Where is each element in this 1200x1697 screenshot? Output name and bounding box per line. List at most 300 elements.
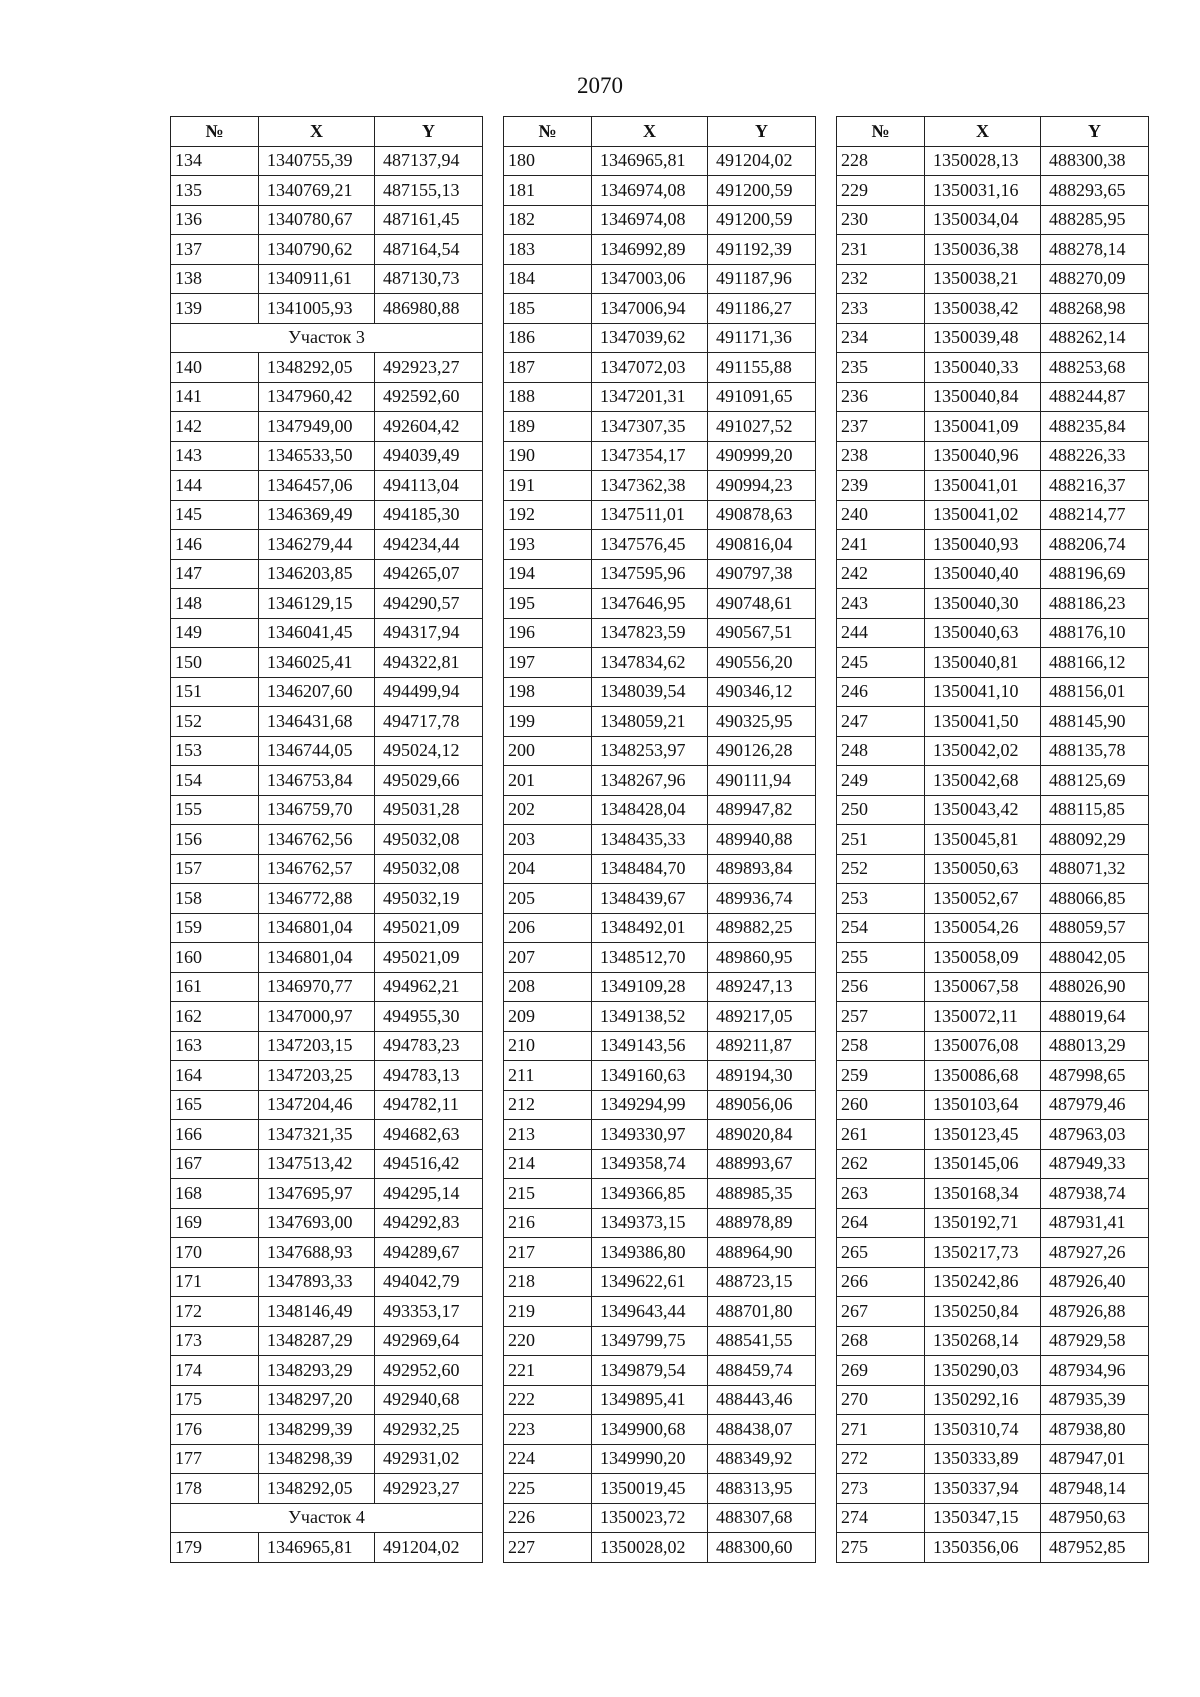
- y-coordinate-cell: 492952,60: [375, 1356, 483, 1386]
- table-row: [837, 1385, 1149, 1415]
- table-row: [837, 382, 1149, 412]
- x-coordinate-cell: 1350039,48: [925, 323, 1041, 353]
- point-number-cell: 187: [504, 353, 592, 383]
- point-number-cell: 211: [504, 1061, 592, 1091]
- table-row: [171, 943, 483, 973]
- table-row: [171, 1444, 483, 1474]
- x-coordinate-cell: 1347834,62: [592, 648, 708, 678]
- point-number-cell: 253: [837, 884, 925, 914]
- table-row: [504, 559, 816, 589]
- y-coordinate-cell: 492940,68: [375, 1385, 483, 1415]
- y-coordinate-cell: 488701,80: [708, 1297, 816, 1327]
- x-coordinate-cell: 1349138,52: [592, 1002, 708, 1032]
- x-coordinate-cell: 1348287,29: [259, 1326, 375, 1356]
- table-row: [171, 618, 483, 648]
- y-coordinate-cell: 489947,82: [708, 795, 816, 825]
- point-number-cell: 209: [504, 1002, 592, 1032]
- x-coordinate-cell: 1346744,05: [259, 736, 375, 766]
- x-coordinate-cell: 1349373,15: [592, 1208, 708, 1238]
- point-number-cell: 159: [171, 913, 259, 943]
- x-coordinate-cell: 1346801,04: [259, 943, 375, 973]
- table-row: [171, 205, 483, 235]
- table-row: [504, 766, 816, 796]
- point-number-cell: 140: [171, 353, 259, 383]
- x-coordinate-cell: 1350028,02: [592, 1533, 708, 1563]
- y-coordinate-cell: 491091,65: [708, 382, 816, 412]
- point-number-cell: 170: [171, 1238, 259, 1268]
- point-number-cell: 137: [171, 235, 259, 265]
- point-number-cell: 190: [504, 441, 592, 471]
- coordinates-table-2: [503, 116, 816, 1563]
- table-row: [171, 1208, 483, 1238]
- point-number-cell: 230: [837, 205, 925, 235]
- x-coordinate-cell: 1350040,33: [925, 353, 1041, 383]
- y-coordinate-cell: 488270,09: [1041, 264, 1149, 294]
- table-row: [504, 1090, 816, 1120]
- section-label: Участок 4: [171, 1503, 483, 1533]
- table-row: [171, 677, 483, 707]
- table-row: [504, 1297, 816, 1327]
- y-coordinate-cell: 494782,11: [375, 1090, 483, 1120]
- point-number-cell: 201: [504, 766, 592, 796]
- table-row: [837, 943, 1149, 973]
- point-number-cell: 252: [837, 854, 925, 884]
- y-coordinate-cell: 492931,02: [375, 1444, 483, 1474]
- table-row: [837, 736, 1149, 766]
- header-num: №: [837, 117, 925, 147]
- table-row: [504, 382, 816, 412]
- table-row: [504, 353, 816, 383]
- table-row: [171, 1149, 483, 1179]
- table-row: [837, 1267, 1149, 1297]
- table-row: [504, 1031, 816, 1061]
- point-number-cell: 233: [837, 294, 925, 324]
- x-coordinate-cell: 1346974,08: [592, 176, 708, 206]
- y-coordinate-cell: 494290,57: [375, 589, 483, 619]
- point-number-cell: 269: [837, 1356, 925, 1386]
- x-coordinate-cell: 1348298,39: [259, 1444, 375, 1474]
- y-coordinate-cell: 491200,59: [708, 176, 816, 206]
- x-coordinate-cell: 1347362,38: [592, 471, 708, 501]
- point-number-cell: 203: [504, 825, 592, 855]
- table-row: [171, 1356, 483, 1386]
- table-row: [837, 1090, 1149, 1120]
- point-number-cell: 274: [837, 1503, 925, 1533]
- table-row: [504, 1179, 816, 1209]
- point-number-cell: 143: [171, 441, 259, 471]
- point-number-cell: 221: [504, 1356, 592, 1386]
- table-row: [504, 589, 816, 619]
- y-coordinate-cell: 488166,12: [1041, 648, 1149, 678]
- y-coordinate-cell: 491155,88: [708, 353, 816, 383]
- table-row: [504, 884, 816, 914]
- table-row: [171, 1179, 483, 1209]
- point-number-cell: 207: [504, 943, 592, 973]
- table-row: [837, 264, 1149, 294]
- x-coordinate-cell: 1348059,21: [592, 707, 708, 737]
- table-row: [837, 1503, 1149, 1533]
- x-coordinate-cell: 1349900,68: [592, 1415, 708, 1445]
- point-number-cell: 222: [504, 1385, 592, 1415]
- y-coordinate-cell: 494113,04: [375, 471, 483, 501]
- table-row: [504, 648, 816, 678]
- x-coordinate-cell: 1340769,21: [259, 176, 375, 206]
- x-coordinate-cell: 1349143,56: [592, 1031, 708, 1061]
- table-row: [504, 1238, 816, 1268]
- point-number-cell: 242: [837, 559, 925, 589]
- point-number-cell: 204: [504, 854, 592, 884]
- y-coordinate-cell: 494499,94: [375, 677, 483, 707]
- point-number-cell: 212: [504, 1090, 592, 1120]
- y-coordinate-cell: 488145,90: [1041, 707, 1149, 737]
- table-row: [837, 1208, 1149, 1238]
- table-row: [837, 412, 1149, 442]
- point-number-cell: 273: [837, 1474, 925, 1504]
- table-row: [171, 766, 483, 796]
- y-coordinate-cell: 488285,95: [1041, 205, 1149, 235]
- table-row: [837, 1061, 1149, 1091]
- y-coordinate-cell: 488216,37: [1041, 471, 1149, 501]
- point-number-cell: 180: [504, 146, 592, 176]
- table-row: [504, 1326, 816, 1356]
- point-number-cell: 160: [171, 943, 259, 973]
- table-row: [837, 618, 1149, 648]
- y-coordinate-cell: 495029,66: [375, 766, 483, 796]
- x-coordinate-cell: 1350192,71: [925, 1208, 1041, 1238]
- table-row: [171, 854, 483, 884]
- y-coordinate-cell: 487935,39: [1041, 1385, 1149, 1415]
- y-coordinate-cell: 487947,01: [1041, 1444, 1149, 1474]
- point-number-cell: 205: [504, 884, 592, 914]
- y-coordinate-cell: 488214,77: [1041, 500, 1149, 530]
- y-coordinate-cell: 494962,21: [375, 972, 483, 1002]
- point-number-cell: 244: [837, 618, 925, 648]
- y-coordinate-cell: 495032,19: [375, 884, 483, 914]
- y-coordinate-cell: 492932,25: [375, 1415, 483, 1445]
- x-coordinate-cell: 1350043,42: [925, 795, 1041, 825]
- y-coordinate-cell: 487155,13: [375, 176, 483, 206]
- point-number-cell: 265: [837, 1238, 925, 1268]
- point-number-cell: 234: [837, 323, 925, 353]
- point-number-cell: 166: [171, 1120, 259, 1150]
- point-number-cell: 256: [837, 972, 925, 1002]
- x-coordinate-cell: 1348299,39: [259, 1415, 375, 1445]
- point-number-cell: 249: [837, 766, 925, 796]
- table-row: [171, 264, 483, 294]
- x-coordinate-cell: 1347688,93: [259, 1238, 375, 1268]
- x-coordinate-cell: 1346970,77: [259, 972, 375, 1002]
- table-row: [504, 1120, 816, 1150]
- table-row: [504, 441, 816, 471]
- header-x: X: [592, 117, 708, 147]
- table-row: [504, 412, 816, 442]
- x-coordinate-cell: 1348435,33: [592, 825, 708, 855]
- table-row: [504, 1444, 816, 1474]
- point-number-cell: 238: [837, 441, 925, 471]
- table-row: [171, 500, 483, 530]
- y-coordinate-cell: 488092,29: [1041, 825, 1149, 855]
- point-number-cell: 241: [837, 530, 925, 560]
- y-coordinate-cell: 489882,25: [708, 913, 816, 943]
- point-number-cell: 141: [171, 382, 259, 412]
- x-coordinate-cell: 1350042,68: [925, 766, 1041, 796]
- y-coordinate-cell: 488438,07: [708, 1415, 816, 1445]
- x-coordinate-cell: 1348428,04: [592, 795, 708, 825]
- point-number-cell: 171: [171, 1267, 259, 1297]
- y-coordinate-cell: 488313,95: [708, 1474, 816, 1504]
- point-number-cell: 214: [504, 1149, 592, 1179]
- y-coordinate-cell: 492923,27: [375, 1474, 483, 1504]
- point-number-cell: 196: [504, 618, 592, 648]
- y-coordinate-cell: 488985,35: [708, 1179, 816, 1209]
- x-coordinate-cell: 1350038,21: [925, 264, 1041, 294]
- y-coordinate-cell: 493353,17: [375, 1297, 483, 1327]
- x-coordinate-cell: 1350242,86: [925, 1267, 1041, 1297]
- point-number-cell: 220: [504, 1326, 592, 1356]
- point-number-cell: 266: [837, 1267, 925, 1297]
- point-number-cell: 134: [171, 146, 259, 176]
- x-coordinate-cell: 1350028,13: [925, 146, 1041, 176]
- point-number-cell: 243: [837, 589, 925, 619]
- table-row: [504, 264, 816, 294]
- x-coordinate-cell: 1349330,97: [592, 1120, 708, 1150]
- y-coordinate-cell: 489860,95: [708, 943, 816, 973]
- table-header-row: [504, 117, 816, 147]
- table-row: [837, 1002, 1149, 1032]
- x-coordinate-cell: 1347595,96: [592, 559, 708, 589]
- table-row: [504, 1415, 816, 1445]
- table-row: [171, 1002, 483, 1032]
- table-row: [504, 943, 816, 973]
- x-coordinate-cell: 1346974,08: [592, 205, 708, 235]
- y-coordinate-cell: 489936,74: [708, 884, 816, 914]
- x-coordinate-cell: 1349386,80: [592, 1238, 708, 1268]
- header-y: Y: [1041, 117, 1149, 147]
- point-number-cell: 225: [504, 1474, 592, 1504]
- x-coordinate-cell: 1350040,30: [925, 589, 1041, 619]
- point-number-cell: 239: [837, 471, 925, 501]
- point-number-cell: 213: [504, 1120, 592, 1150]
- point-number-cell: 271: [837, 1415, 925, 1445]
- y-coordinate-cell: 491171,36: [708, 323, 816, 353]
- x-coordinate-cell: 1348512,70: [592, 943, 708, 973]
- point-number-cell: 240: [837, 500, 925, 530]
- table-row: [837, 972, 1149, 1002]
- y-coordinate-cell: 495032,08: [375, 854, 483, 884]
- point-number-cell: 158: [171, 884, 259, 914]
- x-coordinate-cell: 1346992,89: [592, 235, 708, 265]
- table-row: [837, 648, 1149, 678]
- table-row: [171, 530, 483, 560]
- point-number-cell: 217: [504, 1238, 592, 1268]
- table-row: [504, 825, 816, 855]
- table-row: [837, 530, 1149, 560]
- table-row: [504, 471, 816, 501]
- table-row: [837, 1179, 1149, 1209]
- y-coordinate-cell: 491027,52: [708, 412, 816, 442]
- x-coordinate-cell: 1350103,64: [925, 1090, 1041, 1120]
- point-number-cell: 149: [171, 618, 259, 648]
- table-row: [837, 176, 1149, 206]
- x-coordinate-cell: 1346457,06: [259, 471, 375, 501]
- x-coordinate-cell: 1347203,25: [259, 1061, 375, 1091]
- y-coordinate-cell: 494234,44: [375, 530, 483, 560]
- point-number-cell: 235: [837, 353, 925, 383]
- point-number-cell: 138: [171, 264, 259, 294]
- table-row: [171, 589, 483, 619]
- table-row: [504, 205, 816, 235]
- point-number-cell: 258: [837, 1031, 925, 1061]
- header-x: X: [259, 117, 375, 147]
- table-row: [504, 323, 816, 353]
- table-row: [171, 884, 483, 914]
- point-number-cell: 263: [837, 1179, 925, 1209]
- table-row: [171, 825, 483, 855]
- y-coordinate-cell: 488115,85: [1041, 795, 1149, 825]
- x-coordinate-cell: 1341005,93: [259, 294, 375, 324]
- point-number-cell: 219: [504, 1297, 592, 1327]
- x-coordinate-cell: 1346759,70: [259, 795, 375, 825]
- x-coordinate-cell: 1347039,62: [592, 323, 708, 353]
- x-coordinate-cell: 1347321,35: [259, 1120, 375, 1150]
- y-coordinate-cell: 489247,13: [708, 972, 816, 1002]
- x-coordinate-cell: 1350347,15: [925, 1503, 1041, 1533]
- y-coordinate-cell: 488443,46: [708, 1385, 816, 1415]
- x-coordinate-cell: 1348492,01: [592, 913, 708, 943]
- x-coordinate-cell: 1347354,17: [592, 441, 708, 471]
- table-row: [837, 500, 1149, 530]
- y-coordinate-cell: 487948,14: [1041, 1474, 1149, 1504]
- point-number-cell: 237: [837, 412, 925, 442]
- point-number-cell: 182: [504, 205, 592, 235]
- x-coordinate-cell: 1347000,97: [259, 1002, 375, 1032]
- table-row: [837, 913, 1149, 943]
- table-row: [171, 176, 483, 206]
- point-number-cell: 169: [171, 1208, 259, 1238]
- table-row: [171, 1297, 483, 1327]
- y-coordinate-cell: 487934,96: [1041, 1356, 1149, 1386]
- x-coordinate-cell: 1346801,04: [259, 913, 375, 943]
- table-row: [837, 1031, 1149, 1061]
- y-coordinate-cell: 488244,87: [1041, 382, 1149, 412]
- table-row: [504, 618, 816, 648]
- y-coordinate-cell: 488262,14: [1041, 323, 1149, 353]
- point-number-cell: 245: [837, 648, 925, 678]
- x-coordinate-cell: 1347203,15: [259, 1031, 375, 1061]
- table-row: [171, 1533, 483, 1563]
- y-coordinate-cell: 487929,58: [1041, 1326, 1149, 1356]
- x-coordinate-cell: 1347960,42: [259, 382, 375, 412]
- x-coordinate-cell: 1347307,35: [592, 412, 708, 442]
- x-coordinate-cell: 1350042,02: [925, 736, 1041, 766]
- point-number-cell: 223: [504, 1415, 592, 1445]
- x-coordinate-cell: 1347693,00: [259, 1208, 375, 1238]
- point-number-cell: 191: [504, 471, 592, 501]
- y-coordinate-cell: 495031,28: [375, 795, 483, 825]
- table-row: [171, 294, 483, 324]
- point-number-cell: 268: [837, 1326, 925, 1356]
- x-coordinate-cell: 1347204,46: [259, 1090, 375, 1120]
- x-coordinate-cell: 1350356,06: [925, 1533, 1041, 1563]
- y-coordinate-cell: 487161,45: [375, 205, 483, 235]
- point-number-cell: 152: [171, 707, 259, 737]
- y-coordinate-cell: 489211,87: [708, 1031, 816, 1061]
- x-coordinate-cell: 1350067,58: [925, 972, 1041, 1002]
- y-coordinate-cell: 490999,20: [708, 441, 816, 471]
- x-coordinate-cell: 1350040,93: [925, 530, 1041, 560]
- x-coordinate-cell: 1350290,03: [925, 1356, 1041, 1386]
- y-coordinate-cell: 488013,29: [1041, 1031, 1149, 1061]
- y-coordinate-cell: 494783,13: [375, 1061, 483, 1091]
- point-number-cell: 165: [171, 1090, 259, 1120]
- point-number-cell: 257: [837, 1002, 925, 1032]
- x-coordinate-cell: 1346207,60: [259, 677, 375, 707]
- y-coordinate-cell: 487927,26: [1041, 1238, 1149, 1268]
- table-row: [171, 1061, 483, 1091]
- table-row: [171, 795, 483, 825]
- x-coordinate-cell: 1350041,01: [925, 471, 1041, 501]
- point-number-cell: 177: [171, 1444, 259, 1474]
- table-row: [504, 176, 816, 206]
- y-coordinate-cell: 494042,79: [375, 1267, 483, 1297]
- x-coordinate-cell: 1346203,85: [259, 559, 375, 589]
- point-number-cell: 247: [837, 707, 925, 737]
- point-number-cell: 255: [837, 943, 925, 973]
- y-coordinate-cell: 490816,04: [708, 530, 816, 560]
- point-number-cell: 183: [504, 235, 592, 265]
- x-coordinate-cell: 1349879,54: [592, 1356, 708, 1386]
- table-row: [504, 530, 816, 560]
- y-coordinate-cell: 488300,60: [708, 1533, 816, 1563]
- table-row: [504, 146, 816, 176]
- point-number-cell: 161: [171, 972, 259, 1002]
- table-row: [837, 323, 1149, 353]
- table-row: [504, 1061, 816, 1091]
- x-coordinate-cell: 1350086,68: [925, 1061, 1041, 1091]
- point-number-cell: 199: [504, 707, 592, 737]
- point-number-cell: 236: [837, 382, 925, 412]
- table-row: [171, 559, 483, 589]
- y-coordinate-cell: 487950,63: [1041, 1503, 1149, 1533]
- y-coordinate-cell: 489893,84: [708, 854, 816, 884]
- table-row: [171, 1385, 483, 1415]
- y-coordinate-cell: 487963,03: [1041, 1120, 1149, 1150]
- y-coordinate-cell: 490346,12: [708, 677, 816, 707]
- point-number-cell: 254: [837, 913, 925, 943]
- table-row: [837, 795, 1149, 825]
- table-row: [171, 146, 483, 176]
- table-row: [837, 1356, 1149, 1386]
- section-row: [171, 323, 483, 353]
- y-coordinate-cell: 488541,55: [708, 1326, 816, 1356]
- table-row: [837, 1444, 1149, 1474]
- y-coordinate-cell: 490748,61: [708, 589, 816, 619]
- y-coordinate-cell: 487931,41: [1041, 1208, 1149, 1238]
- table-row: [837, 1326, 1149, 1356]
- table-row: [837, 471, 1149, 501]
- table-row: [837, 825, 1149, 855]
- y-coordinate-cell: 487926,88: [1041, 1297, 1149, 1327]
- x-coordinate-cell: 1350041,10: [925, 677, 1041, 707]
- y-coordinate-cell: 488723,15: [708, 1267, 816, 1297]
- point-number-cell: 224: [504, 1444, 592, 1474]
- table-row: [504, 1385, 816, 1415]
- point-number-cell: 260: [837, 1090, 925, 1120]
- x-coordinate-cell: 1349358,74: [592, 1149, 708, 1179]
- y-coordinate-cell: 494039,49: [375, 441, 483, 471]
- y-coordinate-cell: 488978,89: [708, 1208, 816, 1238]
- table-row: [171, 1238, 483, 1268]
